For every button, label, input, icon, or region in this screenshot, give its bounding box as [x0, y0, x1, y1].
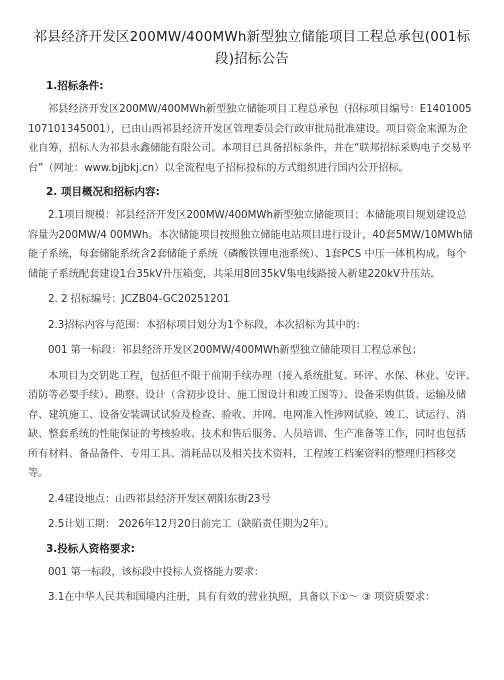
paragraph: 001 第一标段：祁县经济开发区200MW/400MWh新型独立储能项目工程总承包； [48, 345, 423, 356]
paragraph: 2. 2 招标编号：JCZB04-GC20251201 [48, 294, 230, 305]
paragraph: 3.1在中华人民共和国境内注册，具有有效的营业执照，具备以下①～ ③ 项资质要求： [48, 592, 436, 603]
section-bidding-conditions [28, 78, 476, 178]
paragraph: 2.4建设地点：山西祁县经济开发区朝阳东街23号 [48, 493, 271, 505]
section-heading: 1.招标条件: [46, 80, 104, 92]
paragraph: 2.1项目规模：祁县经济开发区200MW/400MWh新型独立储能项目；本储能项目规划建设总容量为200MW/4 00MWh。本次储能项目按照独立储能电站项目进行设计，40套5MW/10MWh储能子系统，每套储能系统含2套储能子系统（磷酸铁锂电池系统）、1套PCS 中压一体机构成。每个储能子系统配套建设1台35kV升压箱变，共采用8回35kV集电线路接入新建220kV升压站。 [28, 210, 473, 280]
section-heading: 2. 项目概况和招标内容: [46, 186, 160, 198]
paragraph: 2.3招标内容与范围：本招标项目划分为1个标段，本次招标为其中的： [48, 319, 367, 331]
page-title: 祁县经济开发区200MW/400MWh新型独立储能项目工程总承包(001标段)招标公告 [33, 29, 471, 67]
paragraph: 本项目为交钥匙工程，包括但不限于前期手续办理（接入系统批复、环评、水保、林业、安评、消防等必要手续）、勘察、设计（含初步设计、施工图设计和竣工图等）、设备采购供货、运输及储存、建筑施工、设备安装调试试验及检查、验收、并网、电网准入性涉网试验、竣工、试运行、消缺、整套系统的性能保证的考核验收、技术和售后服务、人员培训、生产准备等工作，同时也包括所有材料、备品备件、专用工具、消耗品以及相关技术资料，工程竣工档案资料的整理归档移交等。 [28, 370, 476, 479]
section-project-overview [28, 184, 476, 535]
paragraph: 001 第一标段，该标段中投标人资格能力要求： [48, 566, 265, 578]
paragraph: 2.5计划工期： 2026年12月20日前完工（缺陷责任期为2年）。 [48, 519, 335, 530]
section-bidder-qualifications [28, 541, 476, 608]
paragraph: 祁县经济开发区200MW/400MWh新型独立储能项目工程总承包（招标项目编号：E1401005107101345001），已由山西祁县经济开发区管理委员会行政审批局批准建设。项目资金来源为企业自筹，招标人为祁县永鑫储能有限公司。本项目已具备招标条件，并在“联邦招标采购电子交易平台”（网址：www.bjjbkj.cn）以全流程电子招标投标的方式组织进行国内公开招标。 [28, 104, 472, 174]
section-heading: 3.投标人资格要求: [46, 542, 135, 555]
